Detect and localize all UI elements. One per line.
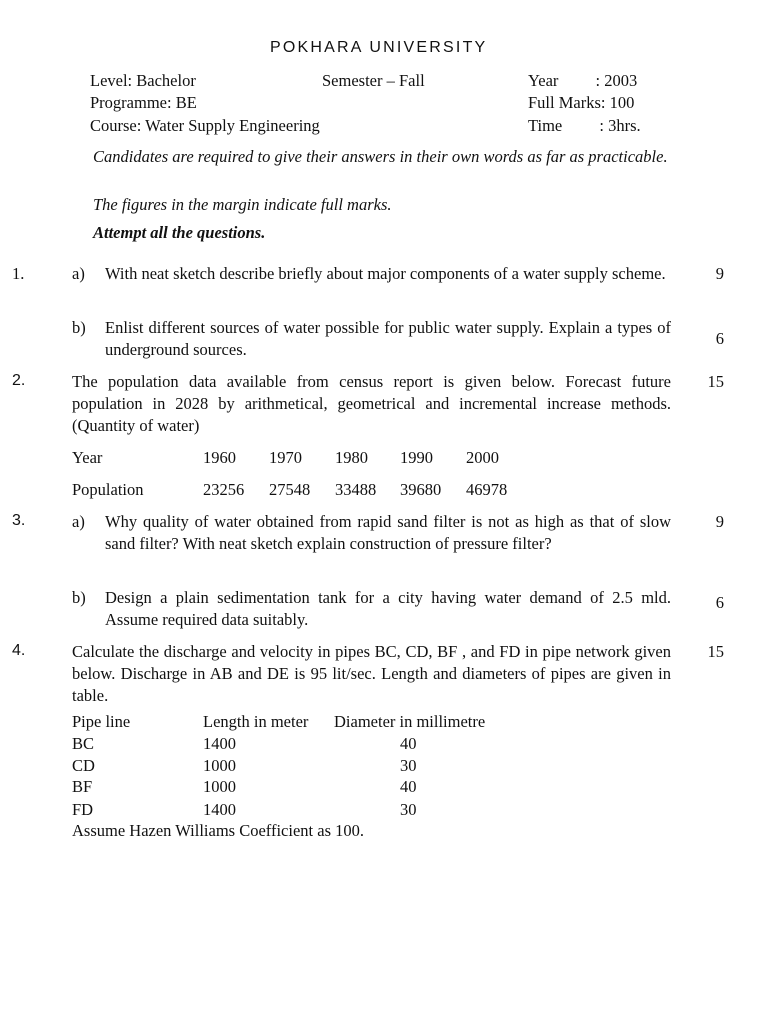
semester-label: Semester – Fall — [322, 71, 425, 90]
question-4-number: 4. — [12, 642, 26, 659]
question-3a-marks: 9 — [715, 512, 724, 531]
year-cell: 1990 — [400, 448, 433, 467]
question-3-number: 3. — [12, 512, 26, 529]
population-cell: 33488 — [335, 480, 377, 499]
instruction-marks: The figures in the margin indicate full marks. — [93, 195, 392, 214]
university-title: POKHARA UNIVERSITY — [270, 39, 488, 56]
year-cell: 1960 — [203, 448, 236, 467]
question-3b-label: b) — [72, 588, 86, 607]
question-4-text: Calculate the discharge and velocity in pipes BC, CD, BF , and FD in pipe network given below. Discharge in AB and DE is 95 lit/sec. Length and diameters of pipes are given in table. — [72, 642, 671, 705]
pipe-table-header: Diameter in millimetre — [334, 712, 486, 731]
question-1-number: 1. — [12, 264, 25, 283]
pipe-table-cell: 30 — [400, 756, 417, 775]
pipe-table-cell: BC — [72, 734, 95, 753]
question-3a-text: Why quality of water obtained from rapid sand filter is not as high as that of slow sand filter? With neat sketch explain construction of pressure filter? — [105, 512, 671, 553]
year-cell: 2000 — [466, 448, 499, 467]
question-3b-marks: 6 — [715, 593, 724, 612]
question-1a-label: a) — [72, 264, 85, 283]
instruction-attempt: Attempt all the questions. — [93, 223, 266, 242]
population-cell: 23256 — [203, 480, 245, 499]
hazen-williams-note: Assume Hazen Williams Coefficient as 100. — [72, 821, 364, 840]
question-3a-label: a) — [72, 512, 85, 531]
full-marks-label: Full Marks: 100 — [528, 93, 635, 112]
population-cell: 27548 — [269, 480, 311, 499]
population-table-population-label: Population — [72, 480, 144, 499]
question-1b-label: b) — [72, 318, 86, 337]
question-2-text: The population data available from census report is given below. Forecast future population in 2028 by arithmetical, geometrical and incremental increase methods. (Quantity of water) — [72, 372, 671, 435]
pipe-table-header: Length in meter — [203, 712, 309, 731]
population-cell: 46978 — [466, 480, 508, 499]
question-2-marks: 15 — [707, 372, 724, 391]
programme-label: Programme: BE — [90, 93, 197, 112]
year-cell: 1970 — [269, 448, 302, 467]
level-label: Level: Bachelor — [90, 71, 196, 90]
question-1a-marks: 9 — [715, 264, 724, 283]
pipe-table-cell: 1000 — [203, 777, 236, 796]
pipe-table-cell: 40 — [400, 734, 417, 753]
population-cell: 39680 — [400, 480, 442, 499]
pipe-table-cell: CD — [72, 756, 95, 775]
question-1a-text: With neat sketch describe briefly about major components of a water supply scheme. — [105, 264, 666, 283]
question-1b-text: Enlist different sources of water possible for public water supply. Explain a types of underground sources. — [105, 318, 671, 359]
time-label: Time : 3hrs. — [528, 116, 641, 135]
pipe-table-cell: 1400 — [203, 800, 236, 819]
question-3b-text: Design a plain sedimentation tank for a city having water demand of 2.5 mld. Assume required data suitably. — [105, 588, 671, 629]
year-cell: 1980 — [335, 448, 368, 467]
course-label: Course: Water Supply Engineering — [90, 116, 320, 135]
pipe-table-cell: 1400 — [203, 734, 236, 753]
question-2-number: 2. — [12, 372, 26, 389]
year-label: Year : 2003 — [528, 71, 638, 90]
question-4-marks: 15 — [707, 642, 724, 661]
population-table-year-label: Year — [72, 448, 103, 467]
pipe-table-cell: 1000 — [203, 756, 236, 775]
pipe-table-cell: FD — [72, 800, 94, 819]
pipe-table-cell: 40 — [400, 777, 417, 796]
pipe-table-header: Pipe line — [72, 712, 131, 731]
instruction-answers: Candidates are required to give their answers in their own words as far as practicable. — [93, 147, 668, 166]
question-1b-marks: 6 — [715, 329, 724, 348]
pipe-table-cell: BF — [72, 777, 93, 796]
pipe-table-cell: 30 — [400, 800, 417, 819]
